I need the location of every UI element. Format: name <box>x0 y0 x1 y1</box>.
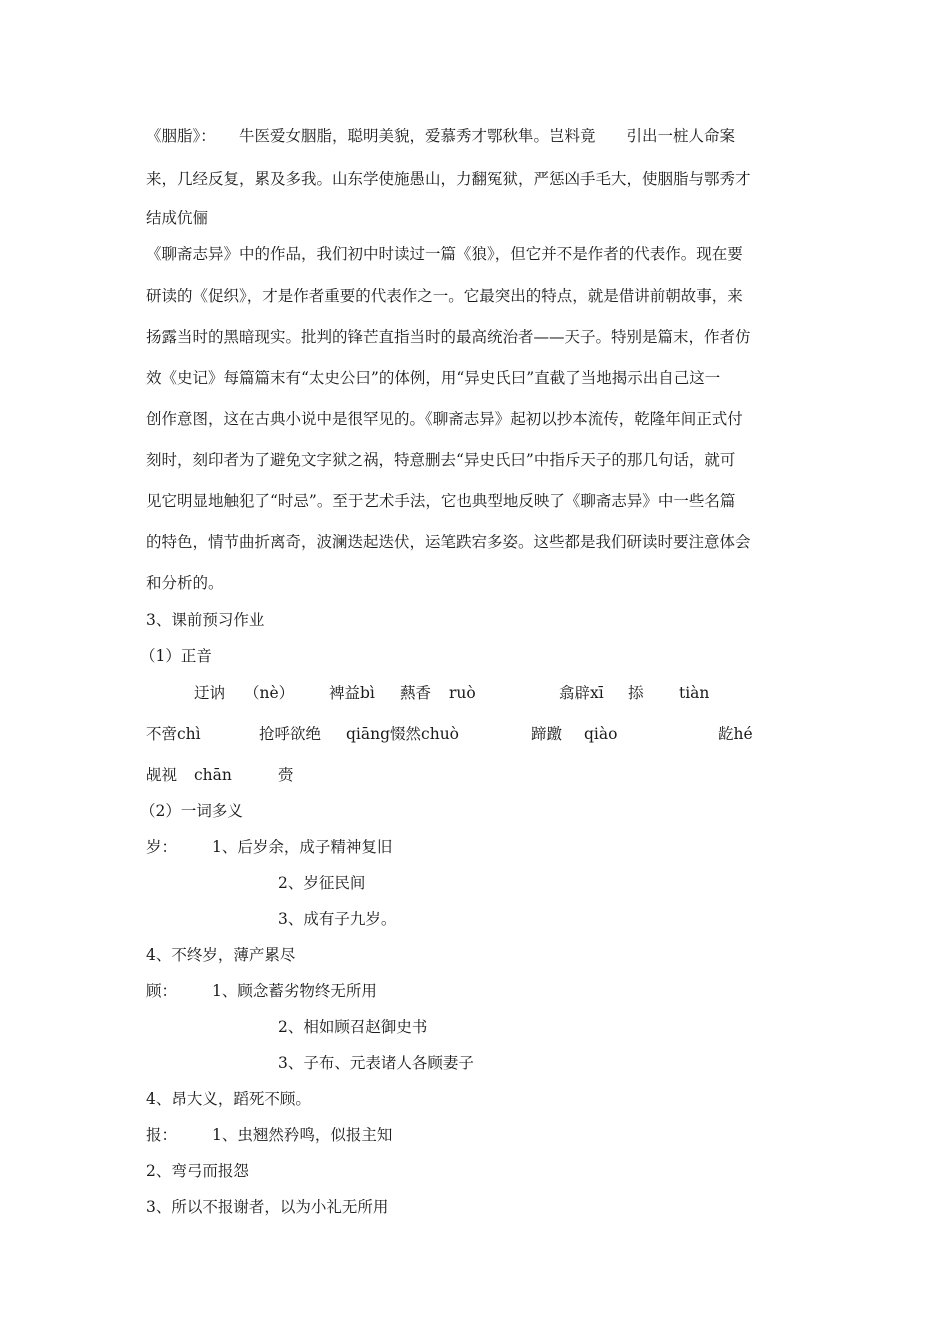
bao-item-1: 1、虫翘然矜鸣，似报主知 <box>212 1126 393 1144</box>
sui-item-3: 3、成有子九岁。 <box>278 910 397 928</box>
intro-line-4: 效《史记》每篇篇末有“太史公曰”的体例，用“异史氏曰”直截了当地揭示出自己这一 <box>146 369 721 387</box>
gu-item-3: 3、子布、元表诸人各顾妻子 <box>278 1054 474 1072</box>
intro-line-3: 扬露当时的黑暗现实。批判的锋芒直指当时的最高统治者——天子。特别是篇末，作者仿 <box>146 328 751 346</box>
pron-word: 翕辟xī <box>559 684 604 702</box>
pron-word: 龁hé <box>718 725 753 743</box>
zhengyin-heading: （1）正音 <box>140 647 212 665</box>
intro-line-2: 研读的《促织》，才是作者重要的代表作之一。它最突出的特点，就是借讲前朝故事，来 <box>146 287 743 305</box>
gu-item-1: 1、顾念蓄劣物终无所用 <box>212 982 377 1000</box>
sui-label: 岁： <box>146 838 178 856</box>
sui-item-4: 4、不终岁，薄产累尽 <box>146 946 296 964</box>
pron-word: 赍 <box>278 766 294 784</box>
bao-label: 报： <box>146 1126 178 1144</box>
gu-label: 顾： <box>146 982 178 1000</box>
pron-word: 爇香 <box>400 684 432 702</box>
pron-word: 迂讷 <box>194 684 226 702</box>
section-3-heading: 3、课前预习作业 <box>146 611 265 629</box>
pron-word: 裨益bì <box>329 684 375 702</box>
yici-heading: （2）一词多义 <box>140 802 243 820</box>
intro-line-8: 的特色，情节曲折离奇，波澜迭起迭伏，运笔跌宕多姿。这些都是我们研读时要注意体会 <box>146 533 751 551</box>
yanzhi-line-2: 来，几经反复，累及多我。山东学使施愚山，力翻冤狱，严惩凶手毛大，使胭脂与鄂秀才 <box>146 170 751 188</box>
yanzhi-line-3: 结成伉俪 <box>146 209 209 227</box>
sui-item-2: 2、岁征民间 <box>278 874 366 892</box>
yanzhi-line-1: 《胭脂》： 牛医爱女胭脂，聪明美貌，爱慕秀才鄂秋隼。岂料竟 引出一桩人命案 <box>146 127 736 145</box>
pron-word: 不啻chì <box>146 725 201 743</box>
intro-line-9: 和分析的。 <box>146 574 224 592</box>
intro-line-5: 创作意图，这在古典小说中是很罕见的。《聊斋志异》起初以抄本流传，乾隆年间正式付 <box>146 410 743 428</box>
pron-word: （nè） <box>244 684 295 702</box>
pron-word: qiāng惙然chuò <box>346 725 460 743</box>
gu-item-2: 2、相如顾召赵御史书 <box>278 1018 428 1036</box>
pron-word: 抢呼欲绝 <box>259 725 322 743</box>
pron-word: qiào <box>584 725 618 743</box>
sui-item-1: 1、后岁余，成子精神复旧 <box>212 838 393 856</box>
bao-item-3: 3、所以不报谢者，以为小礼无所用 <box>146 1198 389 1216</box>
intro-line-6: 刻时，刻印者为了避免文字狱之祸，特意删去“异史氏曰”中指斥天子的那几句话，就可 <box>146 451 736 469</box>
gu-item-4: 4、昂大义，蹈死不顾。 <box>146 1090 311 1108</box>
intro-line-7: 见它明显地触犯了“时忌”。至于艺术手法，它也典型地反映了《聊斋志异》中一些名篇 <box>146 492 736 510</box>
pron-word: chān <box>194 766 232 784</box>
pron-word: tiàn <box>679 684 710 702</box>
bao-item-2: 2、弯弓而报怨 <box>146 1162 249 1180</box>
pron-word: ruò <box>449 684 476 702</box>
intro-line-1: 《聊斋志异》中的作品，我们初中时读过一篇《狼》，但它并不是作者的代表作。现在要 <box>146 245 743 263</box>
pron-word: 掭 <box>628 684 644 702</box>
pron-word: 觇视 <box>146 766 178 784</box>
pron-word: 蹄躈 <box>531 725 563 743</box>
